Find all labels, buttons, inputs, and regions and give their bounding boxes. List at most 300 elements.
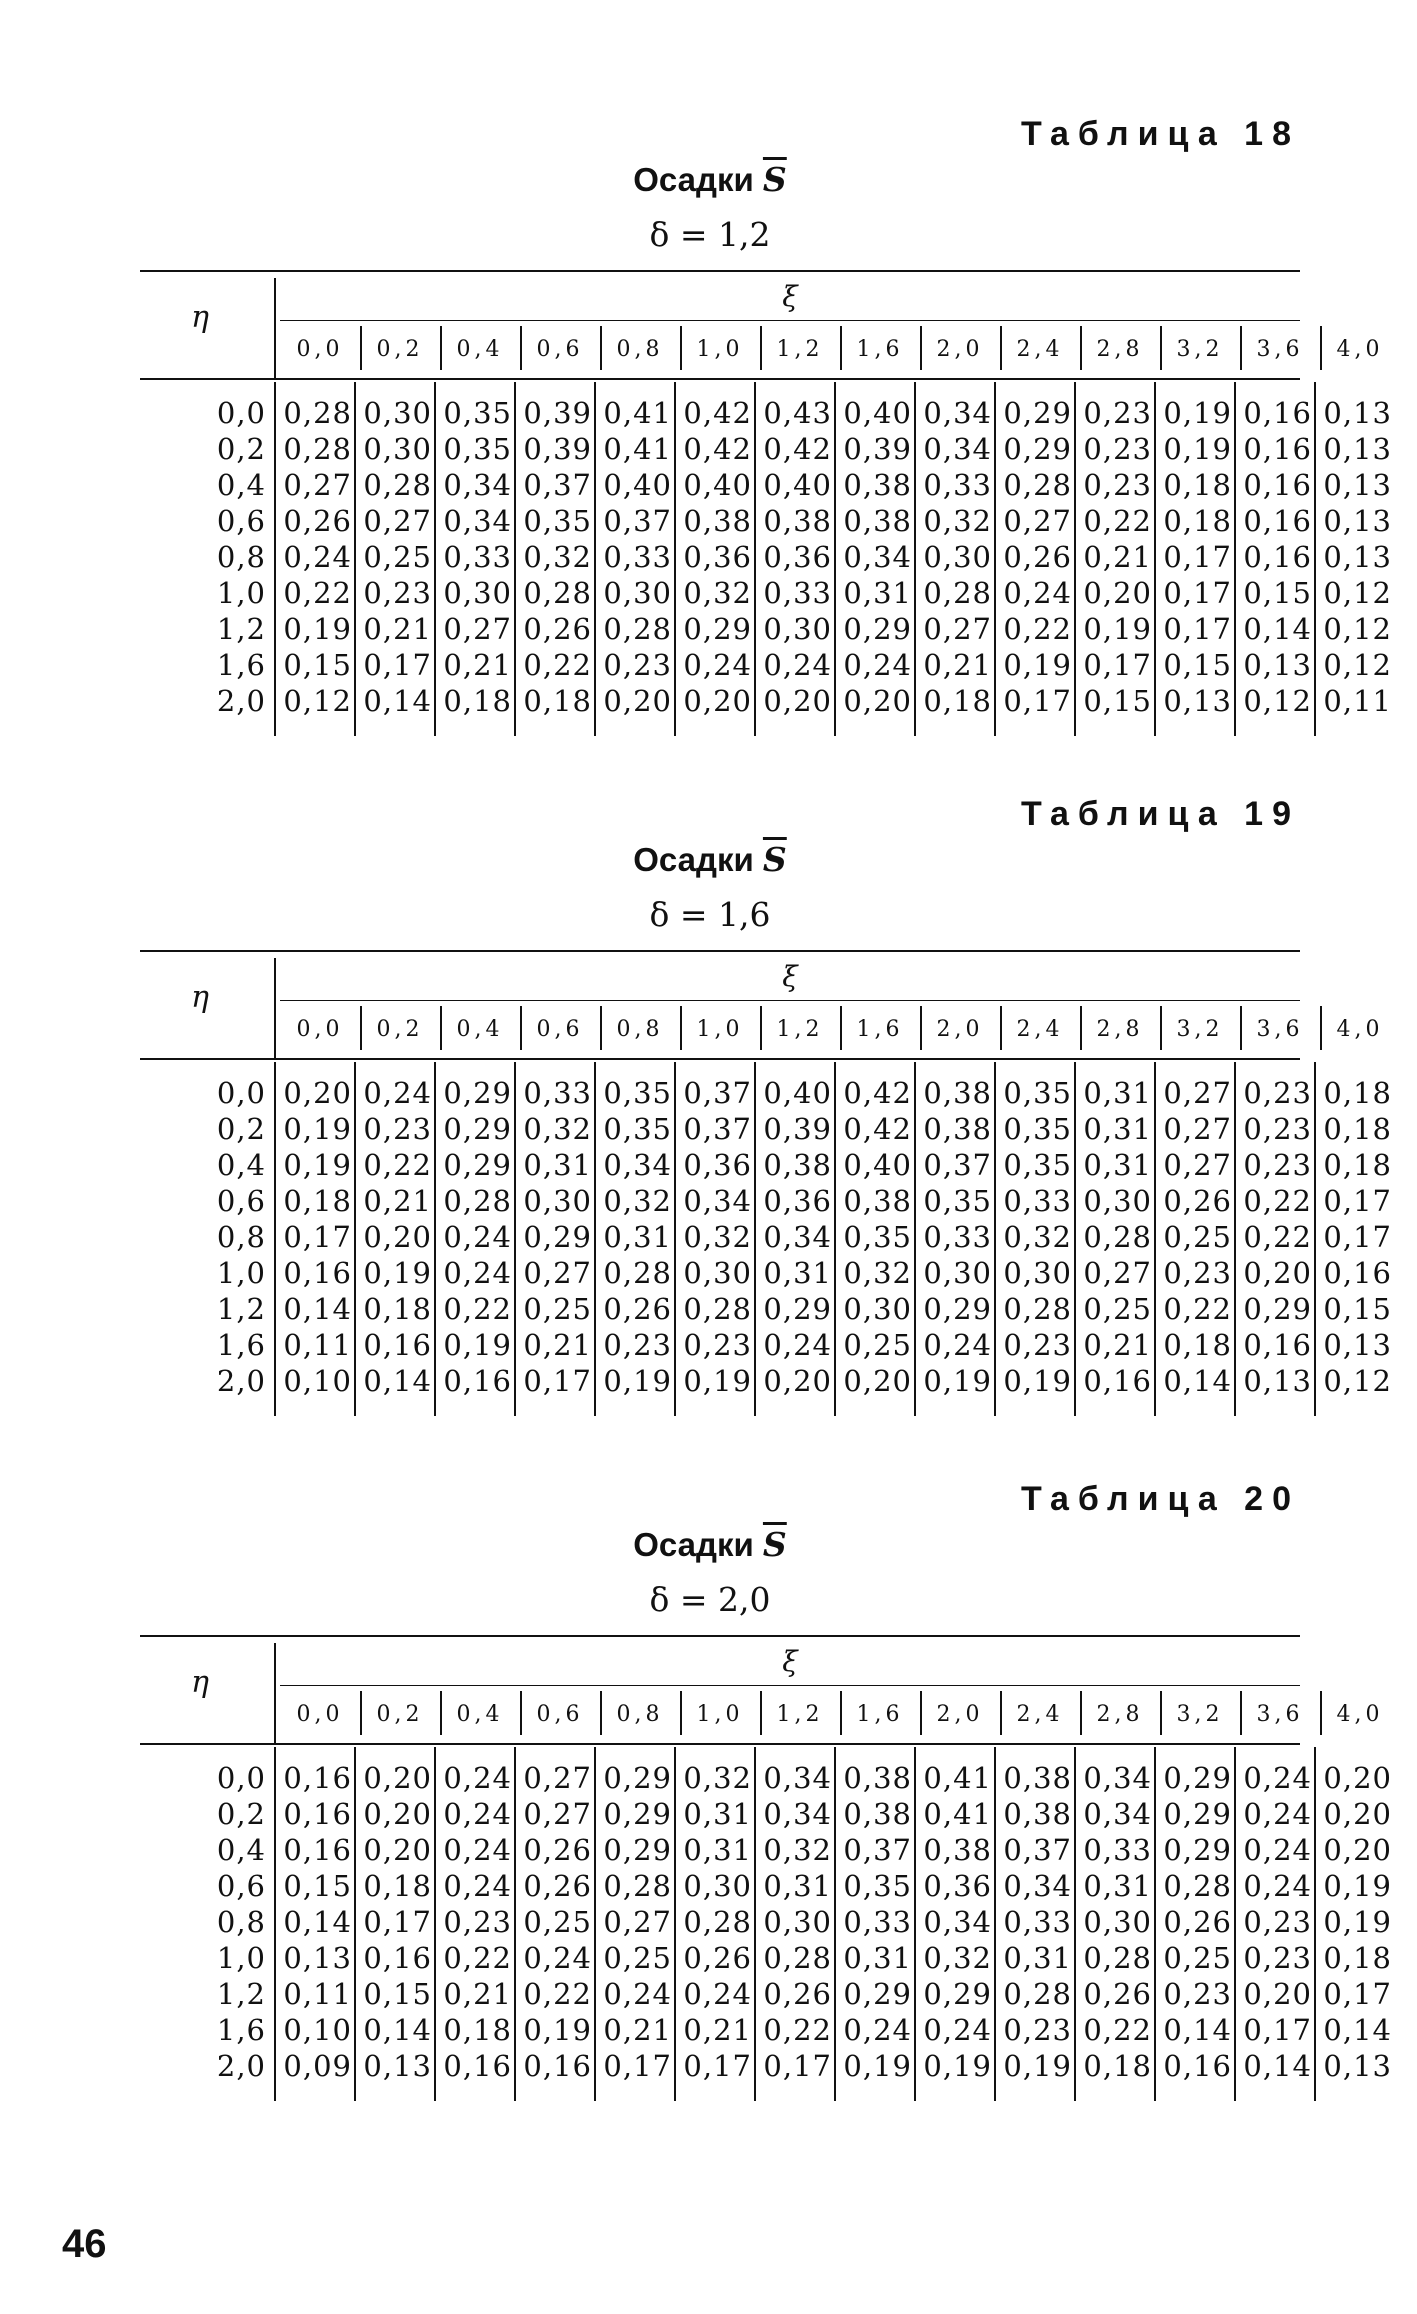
table-cell: 0,25 <box>603 1941 672 1975</box>
table-cell: 0,34 <box>763 1797 832 1831</box>
table-cell: 0,23 <box>1083 396 1152 430</box>
table-row <box>120 575 1392 611</box>
table-cell: 0,39 <box>843 432 912 466</box>
table-cell: 0,38 <box>843 1797 912 1831</box>
table-cell: 0,17 <box>1323 1977 1392 2011</box>
column-header: 2,4 <box>1016 337 1064 362</box>
table-cell: 0,34 <box>843 540 912 574</box>
column-header: 2,0 <box>936 1702 984 1727</box>
table-top-rule <box>140 950 1300 952</box>
table-cell: 0,38 <box>843 1184 912 1218</box>
table-row <box>120 1363 1392 1399</box>
table-title-text: Осадки <box>633 841 763 878</box>
table-cell: 0,25 <box>523 1292 592 1326</box>
column-header: 0,0 <box>296 1702 344 1727</box>
table-cell: 0,10 <box>283 2013 352 2047</box>
table-row <box>120 1940 1392 1976</box>
table-cell: 0,17 <box>1323 1220 1392 1254</box>
column-header: 3,6 <box>1256 337 1304 362</box>
table-cell: 0,30 <box>363 432 432 466</box>
table-cell: 0,36 <box>683 540 752 574</box>
table-cell: 0,34 <box>1083 1797 1152 1831</box>
table-cell: 0,13 <box>1323 396 1392 430</box>
table-cell: 0,29 <box>603 1833 672 1867</box>
table-cell: 0,19 <box>1323 1869 1392 1903</box>
table-cell: 0,13 <box>1323 540 1392 574</box>
table-cell: 0,17 <box>523 1364 592 1398</box>
table-label: Таблица 20 <box>1021 1480 1300 1518</box>
table-cell: 0,33 <box>1003 1184 1072 1218</box>
column-header: 1,0 <box>696 1017 744 1042</box>
table-cell: 0,27 <box>1163 1076 1232 1110</box>
data-table <box>120 950 1392 1400</box>
table-cell: 0,32 <box>923 504 992 538</box>
column-header: 2,0 <box>936 337 984 362</box>
table-cell: 0,29 <box>843 1977 912 2011</box>
header-bottom-rule <box>140 1743 1300 1745</box>
column-header: 1,6 <box>856 337 904 362</box>
table-cell: 0,37 <box>1003 1833 1072 1867</box>
table-cell: 0,30 <box>1003 1256 1072 1290</box>
column-header: 0,8 <box>616 1017 664 1042</box>
table-cell: 0,26 <box>1083 1977 1152 2011</box>
row-eta-value: 0,6 <box>216 1184 266 1218</box>
table-cell: 0,21 <box>1083 540 1152 574</box>
table-cell: 0,33 <box>763 576 832 610</box>
table-cell: 0,29 <box>1163 1833 1232 1867</box>
table-cell: 0,27 <box>283 468 352 502</box>
table-cell: 0,42 <box>843 1076 912 1110</box>
table-cell: 0,17 <box>363 1905 432 1939</box>
table-title <box>120 160 1300 199</box>
table-cell: 0,28 <box>443 1184 512 1218</box>
table-cell: 0,16 <box>523 2049 592 2083</box>
table-cell: 0,24 <box>443 1220 512 1254</box>
table-cell: 0,36 <box>763 1184 832 1218</box>
table-cell: 0,15 <box>1163 648 1232 682</box>
table-cell: 0,31 <box>1083 1148 1152 1182</box>
table-cell: 0,19 <box>1323 1905 1392 1939</box>
table-cell: 0,29 <box>443 1076 512 1110</box>
table-cell: 0,16 <box>283 1761 352 1795</box>
table-cell: 0,42 <box>683 432 752 466</box>
table-cell: 0,12 <box>1323 1364 1392 1398</box>
table-cell: 0,13 <box>1323 1328 1392 1362</box>
table-cell: 0,18 <box>1163 468 1232 502</box>
table-cell: 0,14 <box>363 2013 432 2047</box>
table-cell: 0,30 <box>843 1292 912 1326</box>
table-cell: 0,36 <box>763 540 832 574</box>
table-cell: 0,23 <box>1003 1328 1072 1362</box>
table-cell: 0,21 <box>443 648 512 682</box>
column-header-xi: ξ <box>782 280 798 313</box>
table-cell: 0,28 <box>1083 1220 1152 1254</box>
table-cell: 0,19 <box>603 1364 672 1398</box>
table-cell: 0,19 <box>923 1364 992 1398</box>
table-cell: 0,34 <box>603 1148 672 1182</box>
table-cell: 0,20 <box>363 1797 432 1831</box>
table-cell: 0,30 <box>683 1869 752 1903</box>
table-cell: 0,19 <box>843 2049 912 2083</box>
table-cell: 0,23 <box>1163 1256 1232 1290</box>
table-cell: 0,28 <box>603 612 672 646</box>
table-cell: 0,30 <box>603 576 672 610</box>
table-cell: 0,41 <box>603 396 672 430</box>
table-cell: 0,20 <box>1323 1797 1392 1831</box>
column-header: 0,2 <box>376 1702 424 1727</box>
table-cell: 0,24 <box>683 1977 752 2011</box>
table-parameter: δ = 1,2 <box>649 215 771 254</box>
table-cell: 0,18 <box>363 1292 432 1326</box>
table-cell: 0,29 <box>683 612 752 646</box>
table-cell: 0,26 <box>1163 1905 1232 1939</box>
row-eta-value: 2,0 <box>216 1364 266 1398</box>
table-cell: 0,34 <box>923 1905 992 1939</box>
table-cell: 0,09 <box>283 2049 352 2083</box>
table-cell: 0,16 <box>1323 1256 1392 1290</box>
table-cell: 0,22 <box>523 648 592 682</box>
table-cell: 0,22 <box>523 1977 592 2011</box>
table-cell: 0,26 <box>1003 540 1072 574</box>
table-cell: 0,13 <box>1323 504 1392 538</box>
table-cell: 0,16 <box>1243 468 1312 502</box>
table-cell: 0,32 <box>523 1112 592 1146</box>
table-cell: 0,22 <box>1243 1220 1312 1254</box>
table-cell: 0,18 <box>283 1184 352 1218</box>
table-cell: 0,26 <box>683 1941 752 1975</box>
table-cell: 0,40 <box>763 468 832 502</box>
table-cell: 0,28 <box>1003 1292 1072 1326</box>
column-header: 4,0 <box>1336 337 1384 362</box>
table-cell: 0,17 <box>1323 1184 1392 1218</box>
column-header: 0,6 <box>536 337 584 362</box>
table-cell: 0,37 <box>923 1148 992 1182</box>
table-cell: 0,25 <box>523 1905 592 1939</box>
table-cell: 0,13 <box>1323 468 1392 502</box>
column-header: 1,2 <box>776 337 824 362</box>
column-header: 0,0 <box>296 1017 344 1042</box>
page-number: 46 <box>62 2222 107 2266</box>
table-cell: 0,28 <box>523 576 592 610</box>
table-row <box>120 467 1392 503</box>
table-cell: 0,25 <box>1083 1292 1152 1326</box>
table-cell: 0,24 <box>443 1833 512 1867</box>
table-cell: 0,34 <box>443 504 512 538</box>
table-row <box>120 1255 1392 1291</box>
table-cell: 0,16 <box>283 1797 352 1831</box>
table-cell: 0,29 <box>1003 432 1072 466</box>
table-cell: 0,27 <box>523 1761 592 1795</box>
table-cell: 0,30 <box>923 540 992 574</box>
column-header: 2,0 <box>936 1017 984 1042</box>
table-cell: 0,34 <box>923 432 992 466</box>
table-cell: 0,11 <box>283 1328 352 1362</box>
table-cell: 0,22 <box>1243 1184 1312 1218</box>
table-cell: 0,38 <box>923 1112 992 1146</box>
table-cell: 0,27 <box>1163 1112 1232 1146</box>
column-header: 3,2 <box>1176 1702 1224 1727</box>
table-cell: 0,24 <box>843 648 912 682</box>
table-cell: 0,21 <box>363 612 432 646</box>
table-cell: 0,31 <box>523 1148 592 1182</box>
table-row <box>120 1111 1392 1147</box>
table-cell: 0,23 <box>363 1112 432 1146</box>
row-eta-value: 1,0 <box>216 576 266 610</box>
table-cell: 0,14 <box>1163 2013 1232 2047</box>
table-title-text: Осадки <box>633 1526 763 1563</box>
table-cell: 0,35 <box>1003 1112 1072 1146</box>
table-cell: 0,16 <box>363 1328 432 1362</box>
column-header-xi: ξ <box>782 1645 798 1678</box>
table-cell: 0,28 <box>1163 1869 1232 1903</box>
row-header-eta: η <box>191 300 209 335</box>
table-cell: 0,29 <box>1003 396 1072 430</box>
table-row <box>120 2012 1392 2048</box>
table-cell: 0,32 <box>923 1941 992 1975</box>
table-cell: 0,34 <box>923 396 992 430</box>
table-cell: 0,22 <box>1083 2013 1152 2047</box>
table-cell: 0,39 <box>523 396 592 430</box>
table-cell: 0,35 <box>443 396 512 430</box>
column-header-row <box>120 1693 1384 1737</box>
row-eta-value: 1,2 <box>216 1292 266 1326</box>
table-cell: 0,28 <box>1083 1941 1152 1975</box>
table-cell: 0,18 <box>1163 504 1232 538</box>
table-cell: 0,18 <box>1163 1328 1232 1362</box>
table-cell: 0,23 <box>1243 1905 1312 1939</box>
table-cell: 0,38 <box>1003 1797 1072 1831</box>
table-cell: 0,26 <box>523 612 592 646</box>
table-cell: 0,17 <box>1003 684 1072 718</box>
table-cell: 0,24 <box>683 648 752 682</box>
table-cell: 0,23 <box>1243 1112 1312 1146</box>
table-cell: 0,18 <box>523 684 592 718</box>
table-cell: 0,38 <box>843 1761 912 1795</box>
table-cell: 0,24 <box>443 1797 512 1831</box>
column-header: 0,4 <box>456 1702 504 1727</box>
table-cell: 0,11 <box>283 1977 352 2011</box>
table-cell: 0,28 <box>603 1256 672 1290</box>
table-cell: 0,22 <box>443 1292 512 1326</box>
column-header: 3,2 <box>1176 1017 1224 1042</box>
table-cell: 0,21 <box>683 2013 752 2047</box>
table-cell: 0,17 <box>683 2049 752 2083</box>
table-cell: 0,29 <box>443 1148 512 1182</box>
table-cell: 0,18 <box>1323 1941 1392 1975</box>
row-header-eta: η <box>191 1665 209 1700</box>
column-header-row <box>120 328 1384 372</box>
table-cell: 0,26 <box>523 1869 592 1903</box>
table-cell: 0,29 <box>523 1220 592 1254</box>
table-cell: 0,29 <box>923 1292 992 1326</box>
table-cell: 0,15 <box>283 1869 352 1903</box>
table-cell: 0,15 <box>1083 684 1152 718</box>
table-cell: 0,28 <box>1003 1977 1072 2011</box>
table-parameter: δ = 1,6 <box>649 895 771 934</box>
column-header: 0,8 <box>616 1702 664 1727</box>
header-divider <box>280 1685 1300 1686</box>
table-cell: 0,37 <box>683 1112 752 1146</box>
table-cell: 0,35 <box>843 1220 912 1254</box>
column-header: 1,2 <box>776 1017 824 1042</box>
table-cell: 0,24 <box>443 1256 512 1290</box>
table-cell: 0,23 <box>683 1328 752 1362</box>
table-cell: 0,27 <box>603 1905 672 1939</box>
table-cell: 0,41 <box>923 1797 992 1831</box>
column-header: 3,2 <box>1176 337 1224 362</box>
table-cell: 0,12 <box>1323 576 1392 610</box>
table-cell: 0,38 <box>843 504 912 538</box>
table-cell: 0,22 <box>283 576 352 610</box>
table-row <box>120 2048 1392 2084</box>
table-cell: 0,17 <box>1163 576 1232 610</box>
row-eta-value: 0,2 <box>216 1797 266 1831</box>
table-cell: 0,30 <box>1083 1184 1152 1218</box>
table-cell: 0,19 <box>1163 432 1232 466</box>
table-cell: 0,17 <box>1243 2013 1312 2047</box>
table-cell: 0,19 <box>443 1328 512 1362</box>
table-cell: 0,31 <box>683 1833 752 1867</box>
table-cell: 0,32 <box>603 1184 672 1218</box>
table-cell: 0,26 <box>763 1977 832 2011</box>
table-cell: 0,24 <box>1243 1869 1312 1903</box>
table-block <box>120 795 1392 1435</box>
table-cell: 0,20 <box>1083 576 1152 610</box>
table-cell: 0,25 <box>843 1328 912 1362</box>
table-parameter: δ = 2,0 <box>649 1580 771 1619</box>
table-title-symbol: $\overline{S}$ <box>762 1525 787 1564</box>
row-eta-value: 1,6 <box>216 648 266 682</box>
table-cell: 0,38 <box>923 1833 992 1867</box>
table-cell: 0,17 <box>1083 648 1152 682</box>
table-cell: 0,33 <box>1003 1905 1072 1939</box>
row-eta-value: 1,0 <box>216 1256 266 1290</box>
table-cell: 0,29 <box>603 1761 672 1795</box>
table-cell: 0,39 <box>763 1112 832 1146</box>
table-cell: 0,19 <box>1003 648 1072 682</box>
table-cell: 0,20 <box>363 1833 432 1867</box>
row-eta-value: 1,2 <box>216 1977 266 2011</box>
header-bottom-rule <box>140 378 1300 380</box>
row-eta-value: 1,6 <box>216 1328 266 1362</box>
table-cell: 0,19 <box>923 2049 992 2083</box>
table-cell: 0,37 <box>603 504 672 538</box>
table-cell: 0,30 <box>443 576 512 610</box>
table-cell: 0,26 <box>523 1833 592 1867</box>
table-cell: 0,23 <box>1083 468 1152 502</box>
table-cell: 0,29 <box>843 612 912 646</box>
table-cell: 0,12 <box>1323 612 1392 646</box>
data-table <box>120 270 1392 720</box>
table-cell: 0,33 <box>923 1220 992 1254</box>
table-cell: 0,21 <box>443 1977 512 2011</box>
table-cell: 0,12 <box>1323 648 1392 682</box>
column-header: 0,8 <box>616 337 664 362</box>
row-eta-value: 0,8 <box>216 540 266 574</box>
table-cell: 0,41 <box>603 432 672 466</box>
table-cell: 0,19 <box>523 2013 592 2047</box>
table-cell: 0,18 <box>1323 1076 1392 1110</box>
table-block <box>120 1480 1392 2120</box>
table-cell: 0,19 <box>283 1148 352 1182</box>
table-cell: 0,29 <box>923 1977 992 2011</box>
table-row <box>120 611 1392 647</box>
row-eta-value: 1,2 <box>216 612 266 646</box>
column-header: 2,8 <box>1096 1702 1144 1727</box>
table-cell: 0,24 <box>843 2013 912 2047</box>
table-cell: 0,31 <box>1003 1941 1072 1975</box>
table-block <box>120 115 1392 755</box>
table-cell: 0,30 <box>763 1905 832 1939</box>
table-cell: 0,23 <box>1243 1941 1312 1975</box>
table-row <box>120 539 1392 575</box>
table-cell: 0,24 <box>763 1328 832 1362</box>
table-cell: 0,23 <box>1163 1977 1232 2011</box>
table-cell: 0,24 <box>1243 1761 1312 1795</box>
table-cell: 0,35 <box>603 1076 672 1110</box>
table-cell: 0,26 <box>603 1292 672 1326</box>
table-cell: 0,22 <box>763 2013 832 2047</box>
table-cell: 0,19 <box>283 1112 352 1146</box>
table-cell: 0,20 <box>843 1364 912 1398</box>
table-cell: 0,18 <box>443 2013 512 2047</box>
table-cell: 0,34 <box>443 468 512 502</box>
header-bottom-rule <box>140 1058 1300 1060</box>
table-cell: 0,28 <box>683 1905 752 1939</box>
table-cell: 0,18 <box>923 684 992 718</box>
table-cell: 0,24 <box>923 2013 992 2047</box>
table-cell: 0,27 <box>1163 1148 1232 1182</box>
table-cell: 0,38 <box>843 468 912 502</box>
table-cell: 0,14 <box>283 1905 352 1939</box>
table-cell: 0,22 <box>1083 504 1152 538</box>
table-cell: 0,15 <box>283 648 352 682</box>
table-cell: 0,32 <box>843 1256 912 1290</box>
table-cell: 0,38 <box>763 1148 832 1182</box>
table-cell: 0,16 <box>283 1833 352 1867</box>
table-cell: 0,31 <box>1083 1112 1152 1146</box>
table-cell: 0,34 <box>763 1761 832 1795</box>
table-row <box>120 395 1392 431</box>
table-cell: 0,24 <box>763 648 832 682</box>
table-cell: 0,16 <box>443 2049 512 2083</box>
table-cell: 0,16 <box>1163 2049 1232 2083</box>
table-cell: 0,35 <box>923 1184 992 1218</box>
table-cell: 0,14 <box>1323 2013 1392 2047</box>
table-cell: 0,29 <box>443 1112 512 1146</box>
table-cell: 0,43 <box>763 396 832 430</box>
table-cell: 0,40 <box>683 468 752 502</box>
table-cell: 0,21 <box>923 648 992 682</box>
table-cell: 0,19 <box>363 1256 432 1290</box>
table-cell: 0,24 <box>603 1977 672 2011</box>
table-cell: 0,19 <box>1083 612 1152 646</box>
column-header: 4,0 <box>1336 1017 1384 1042</box>
table-cell: 0,34 <box>763 1220 832 1254</box>
table-cell: 0,14 <box>363 1364 432 1398</box>
table-title-text: Осадки <box>633 161 763 198</box>
table-cell: 0,17 <box>283 1220 352 1254</box>
table-row <box>120 1868 1392 1904</box>
table-cell: 0,32 <box>763 1833 832 1867</box>
table-row <box>120 1147 1392 1183</box>
table-cell: 0,23 <box>363 576 432 610</box>
table-label: Таблица 18 <box>1021 115 1300 153</box>
table-cell: 0,28 <box>603 1869 672 1903</box>
table-cell: 0,33 <box>1083 1833 1152 1867</box>
table-cell: 0,31 <box>763 1256 832 1290</box>
table-cell: 0,23 <box>443 1905 512 1939</box>
